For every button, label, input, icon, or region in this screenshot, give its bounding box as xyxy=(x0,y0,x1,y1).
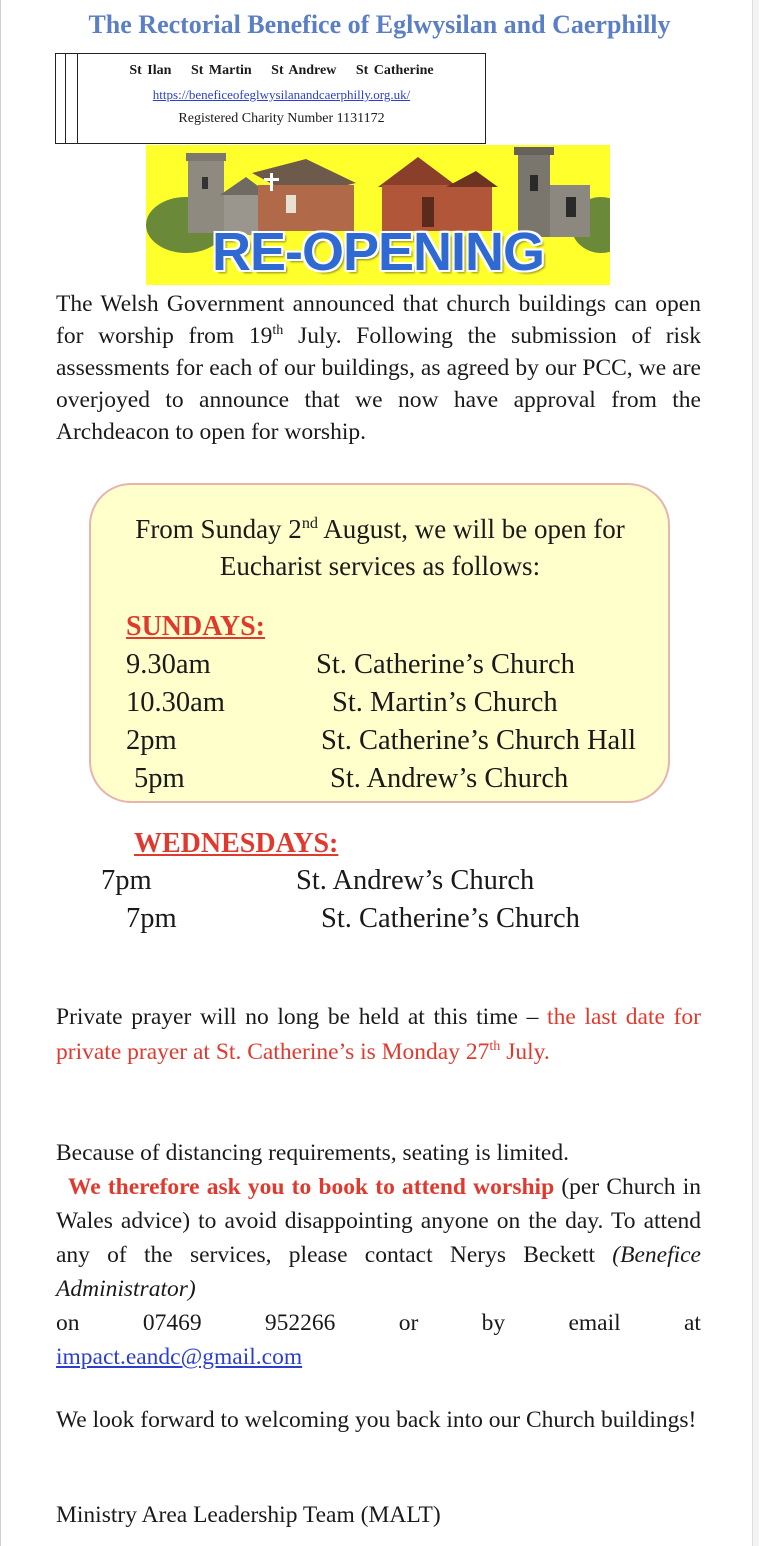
church-list xyxy=(78,63,485,79)
signature: Ministry Area Leadership Team (MALT) xyxy=(56,1502,441,1528)
reopening-banner xyxy=(146,145,610,285)
service-place: St. Catherine’s Church xyxy=(321,903,580,934)
church-name: St Ilan xyxy=(129,63,172,78)
header-info-box xyxy=(55,53,486,144)
page-left-border xyxy=(0,0,1,1546)
scrollbar-track[interactable] xyxy=(752,0,759,1546)
closing-paragraph: We look forward to welcoming you back into our Church buildings! xyxy=(56,1407,697,1433)
reopening-heading: RE-OPENING xyxy=(211,222,545,282)
charity-number: Registered Charity Number 1131172 xyxy=(178,111,385,126)
church-name: St Catherine xyxy=(355,63,434,78)
private-prayer-paragraph: Private prayer will no long be held at this time – the last date for private prayer at St. Catherine’s is Monday 27th July. xyxy=(56,1004,701,1065)
service-place: St. Martin’s Church xyxy=(332,687,558,718)
service-place: St. Catherine’s Church xyxy=(316,649,575,680)
service-time: 9.30am xyxy=(126,649,211,680)
service-place: St. Catherine’s Church Hall xyxy=(321,725,637,756)
schedule-intro: From Sunday 2nd August, we will be open for Eucharist services as follows: xyxy=(135,514,625,581)
service-time: 2pm xyxy=(126,725,177,756)
service-place: St. Andrew’s Church xyxy=(296,865,535,896)
website-link[interactable]: https://beneficeofeglwysilanandcaerphilly.org.uk/ xyxy=(152,87,411,102)
service-time: 5pm xyxy=(134,763,185,794)
wednesdays-heading: WEDNESDAYS: xyxy=(134,828,339,859)
service-time: 7pm xyxy=(101,865,152,896)
booking-paragraph: Because of distancing requirements, seating is limited. We therefore ask you to book to attend worship (per Church in Wales advice) to avoid disappointing anyone on the day. To attend any of the services, please contact Nerys Beckett (Benefice Administrator) on 07469 952266 or by email at impact.eandc@gmail.com xyxy=(56,1140,702,1370)
church-name: St Andrew xyxy=(271,63,337,78)
email-link[interactable]: impact.eandc@gmail.com xyxy=(56,1344,303,1370)
service-time: 7pm xyxy=(126,903,177,934)
intro-paragraph: The Welsh Government announced that church buildings can open for worship from 19th July. Following the submission of risk assessments for each of our buildings, as agreed by our PCC, we are overjoyed to announce that we now have approval from the Archdeacon to open for worship. xyxy=(56,291,701,445)
document-title: The Rectorial Benefice of Eglwysilan and Caerphilly xyxy=(88,10,671,39)
sundays-heading: SUNDAYS: xyxy=(126,611,266,642)
service-time: 10.30am xyxy=(126,687,225,718)
service-place: St. Andrew’s Church xyxy=(330,763,569,794)
church-name: St Martin xyxy=(190,63,252,78)
